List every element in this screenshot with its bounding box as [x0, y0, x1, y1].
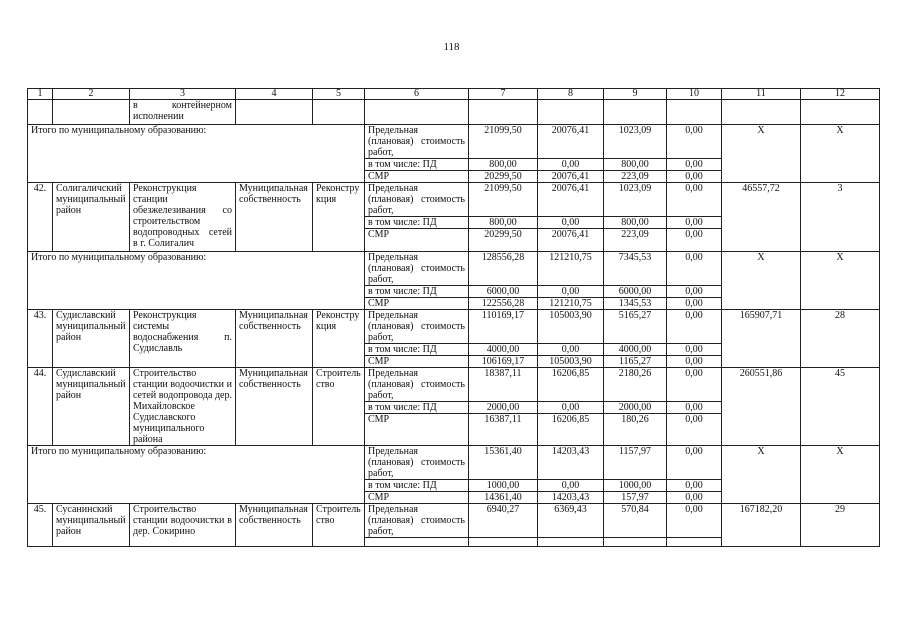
pd-value: 0,00 — [667, 285, 721, 297]
pd-value: 0,00 — [667, 158, 721, 170]
smr-label: СМР — [365, 170, 468, 182]
ownership-cell: Муниципальная собственность — [236, 504, 313, 547]
register-table — [27, 88, 880, 547]
col12-cell: Х — [801, 252, 880, 310]
header-cell: 7 — [469, 89, 538, 100]
header-cell: 2 — [53, 89, 130, 100]
pd-value: 2000,00 — [469, 401, 537, 413]
table-cell — [801, 100, 880, 125]
value-cell — [538, 183, 604, 252]
value-cell — [469, 504, 538, 547]
limit-value: 14203,43 — [551, 446, 590, 457]
header-cell: 1 — [28, 89, 53, 100]
object-name-cell: Реконструкция станции обезжелезивания со строительством водопроводных сетей в г. Солигалич — [130, 183, 236, 252]
ownership-cell: Муниципальная собственность — [236, 310, 313, 368]
pd-value: 6000,00 — [604, 285, 666, 297]
smr-value: 121210,75 — [538, 297, 603, 309]
col12-cell: 3 — [801, 183, 880, 252]
pd-value: 4000,00 — [469, 343, 537, 355]
object-name-cell: Строительство станции водоочистки и сетей водопровода дер. Михайловское Судиславского муниципального района — [130, 368, 236, 446]
total-row — [28, 252, 880, 310]
smr-value: 106169,17 — [469, 355, 537, 367]
row-number: 45. — [28, 504, 53, 547]
smr-value: 16387,11 — [469, 413, 537, 425]
limit-label: Предельная (плановая) стоимость работ, — [368, 125, 465, 158]
pd-label: в том числе: ПД — [365, 401, 468, 413]
smr-label: СМР — [365, 413, 468, 425]
value-cell — [538, 125, 604, 183]
limit-value: 15361,40 — [484, 446, 522, 457]
table-cell — [236, 100, 313, 125]
page-number: 118 — [443, 41, 460, 53]
col12-cell: 45 — [801, 368, 880, 446]
table-cell — [365, 100, 469, 125]
pd-value: 1000,00 — [604, 479, 666, 491]
smr-value: 223,09 — [604, 170, 666, 182]
smr-value: 20299,50 — [469, 170, 537, 182]
total-row — [28, 125, 880, 183]
pd-value: 0,00 — [667, 401, 721, 413]
value-cell — [538, 368, 604, 446]
limit-value: 16206,85 — [551, 368, 590, 379]
pd-value: 0,00 — [667, 479, 721, 491]
smr-value: 14203,43 — [538, 491, 603, 503]
smr-label: СМР — [365, 297, 468, 309]
total-label: Итого по муниципальному образованию: — [28, 446, 365, 504]
smr-value: 122556,28 — [469, 297, 537, 309]
value-cell — [604, 446, 667, 504]
table-cell — [469, 100, 538, 125]
limit-value: 20076,41 — [551, 125, 590, 136]
pd-value: 0,00 — [538, 216, 603, 228]
limit-value: 0,00 — [685, 446, 703, 457]
value-cell — [469, 125, 538, 183]
pd-value: 0,00 — [667, 343, 721, 355]
pd-value: 800,00 — [604, 158, 666, 170]
table-row — [28, 310, 880, 368]
pd-value: 2000,00 — [604, 401, 666, 413]
header-cell: 12 — [801, 89, 880, 100]
limit-value: 1157,97 — [618, 446, 652, 457]
cost-label-cell — [365, 368, 469, 446]
limit-value: 0,00 — [685, 504, 703, 515]
table-row — [28, 368, 880, 446]
smr-value: 105003,90 — [538, 355, 603, 367]
pd-value: 6000,00 — [469, 285, 537, 297]
value-cell — [538, 504, 604, 547]
limit-label: Предельная (плановая) стоимость работ, — [368, 504, 465, 537]
header-cell: 4 — [236, 89, 313, 100]
work-type-cell: Реконструкция — [313, 183, 365, 252]
value-cell — [667, 446, 722, 504]
row-number: 42. — [28, 183, 53, 252]
limit-label: Предельная (плановая) стоимость работ, — [368, 252, 465, 285]
limit-value: 121210,75 — [549, 252, 592, 263]
smr-value: 0,00 — [667, 491, 721, 503]
pd-value: 0,00 — [538, 343, 603, 355]
col12-cell: Х — [801, 125, 880, 183]
value-cell — [538, 446, 604, 504]
col11-cell: Х — [722, 125, 801, 183]
smr-value: 157,97 — [604, 491, 666, 503]
value-cell — [469, 446, 538, 504]
pd-label: в том числе: ПД — [365, 285, 468, 297]
value-cell — [469, 183, 538, 252]
cost-label-cell — [365, 310, 469, 368]
limit-value: 6369,43 — [554, 504, 587, 515]
pd-value: 0,00 — [667, 216, 721, 228]
district-cell: Солигаличский муниципальный район — [53, 183, 130, 252]
limit-value: 0,00 — [685, 252, 703, 263]
value-cell — [667, 183, 722, 252]
col11-cell: 167182,20 — [722, 504, 801, 547]
table-cell — [604, 100, 667, 125]
header-cell: 8 — [538, 89, 604, 100]
smr-value: 0,00 — [667, 170, 721, 182]
header-cell: 3 — [130, 89, 236, 100]
pd-value: 4000,00 — [604, 343, 666, 355]
value-cell — [667, 125, 722, 183]
pd-value: 0,00 — [538, 158, 603, 170]
limit-value: 0,00 — [685, 183, 703, 194]
value-cell — [604, 368, 667, 446]
limit-value: 21099,50 — [484, 183, 522, 194]
limit-value: 18387,11 — [484, 368, 522, 379]
table-cell — [53, 100, 130, 125]
value-cell — [604, 125, 667, 183]
pd-value: 800,00 — [469, 216, 537, 228]
smr-value: 180,26 — [604, 413, 666, 425]
limit-value: 0,00 — [685, 368, 703, 379]
smr-value: 0,00 — [667, 413, 721, 425]
value-cell — [538, 252, 604, 310]
value-cell — [469, 252, 538, 310]
cost-label-cell — [365, 125, 469, 183]
value-cell — [538, 310, 604, 368]
value-cell — [667, 310, 722, 368]
total-label: Итого по муниципальному образованию: — [28, 125, 365, 183]
district-cell: Судиславский муниципальный район — [53, 368, 130, 446]
value-cell — [604, 183, 667, 252]
table-cell — [538, 100, 604, 125]
value-cell — [604, 252, 667, 310]
limit-value: 7345,53 — [618, 252, 652, 263]
table-row — [28, 183, 880, 252]
limit-label: Предельная (плановая) стоимость работ, — [368, 310, 465, 343]
smr-value: 20076,41 — [538, 228, 603, 251]
pd-value: 800,00 — [469, 158, 537, 170]
header-cell: 9 — [604, 89, 667, 100]
limit-value: 2180,26 — [618, 368, 652, 379]
limit-label: Предельная (плановая) стоимость работ, — [368, 183, 465, 216]
limit-value: 1023,09 — [618, 183, 652, 194]
pd-value: 800,00 — [604, 216, 666, 228]
col11-cell: 46557,72 — [722, 183, 801, 252]
cost-label-cell — [365, 504, 469, 547]
ownership-cell: Муниципальная собственность — [236, 368, 313, 446]
smr-value: 16206,85 — [538, 413, 603, 425]
smr-value: 0,00 — [667, 228, 721, 251]
col12-cell: 29 — [801, 504, 880, 547]
value-cell — [667, 368, 722, 446]
table-cell — [313, 100, 365, 125]
smr-value: 14361,40 — [469, 491, 537, 503]
limit-value: 0,00 — [685, 125, 703, 136]
limit-value: 110169,17 — [481, 310, 525, 321]
pd-label: в том числе: ПД — [365, 216, 468, 228]
value-cell — [469, 310, 538, 368]
col11-cell: 165907,71 — [722, 310, 801, 368]
col12-cell: Х — [801, 446, 880, 504]
continuation-row — [28, 100, 880, 125]
ownership-cell: Муниципальная собственность — [236, 183, 313, 252]
col11-cell: 260551,86 — [722, 368, 801, 446]
smr-value: 0,00 — [667, 297, 721, 309]
work-type-cell: Строительство — [313, 368, 365, 446]
limit-value: 1023,09 — [618, 125, 652, 136]
value-cell — [469, 368, 538, 446]
smr-value: 0,00 — [667, 355, 721, 367]
pd-value: 0,00 — [538, 401, 603, 413]
smr-value: 20299,50 — [469, 228, 537, 251]
limit-value: 20076,41 — [551, 183, 590, 194]
col12-cell: 28 — [801, 310, 880, 368]
smr-value: 223,09 — [604, 228, 666, 251]
pd-value: 0,00 — [538, 479, 603, 491]
limit-value: 570,84 — [621, 504, 649, 515]
limit-value: 128556,28 — [481, 252, 525, 263]
work-type-cell: Реконструкция — [313, 310, 365, 368]
col11-cell: Х — [722, 252, 801, 310]
header-cell: 5 — [313, 89, 365, 100]
district-cell: Судиславский муниципальный район — [53, 310, 130, 368]
header-cell: 6 — [365, 89, 469, 100]
smr-label: СМР — [365, 491, 468, 503]
header-cell: 10 — [667, 89, 722, 100]
table-row — [28, 504, 880, 547]
value-cell — [667, 504, 722, 547]
object-name-cell: Реконструкция системы водоснабжения п. Судиславль — [130, 310, 236, 368]
total-label: Итого по муниципальному образованию: — [28, 252, 365, 310]
limit-value: 6940,27 — [486, 504, 520, 515]
table-cell — [28, 100, 53, 125]
limit-value: 5165,27 — [618, 310, 652, 321]
table-cell — [667, 100, 722, 125]
value-cell — [604, 504, 667, 547]
pd-label: в том числе: ПД — [365, 158, 468, 170]
header-row — [28, 89, 880, 100]
row-number: 43. — [28, 310, 53, 368]
cost-label-cell — [365, 252, 469, 310]
district-cell: Сусанинский муниципальный район — [53, 504, 130, 547]
table-cell — [722, 100, 801, 125]
limit-value: 0,00 — [685, 310, 703, 321]
limit-value: 21099,50 — [484, 125, 522, 136]
header-cell: 11 — [722, 89, 801, 100]
limit-label: Предельная (плановая) стоимость работ, — [368, 446, 465, 479]
smr-label: СМР — [365, 355, 468, 367]
smr-value: 20076,41 — [538, 170, 603, 182]
cost-label-cell — [365, 446, 469, 504]
smr-value: 1165,27 — [604, 355, 666, 367]
value-cell — [667, 252, 722, 310]
pd-value: 0,00 — [538, 285, 603, 297]
work-type-cell: Строительство — [313, 504, 365, 547]
object-name-cell: в контейнерном исполнении — [130, 100, 236, 125]
smr-value: 1345,53 — [604, 297, 666, 309]
col11-cell: Х — [722, 446, 801, 504]
row-number: 44. — [28, 368, 53, 446]
pd-label: в том числе: ПД — [365, 343, 468, 355]
pd-value: 1000,00 — [469, 479, 537, 491]
limit-label: Предельная (плановая) стоимость работ, — [368, 368, 465, 401]
smr-label: СМР — [365, 228, 468, 251]
cost-label-cell — [365, 183, 469, 252]
total-row — [28, 446, 880, 504]
object-name-cell: Строительство станции водоочистки в дер. Сокирино — [130, 504, 236, 547]
value-cell — [604, 310, 667, 368]
limit-value: 105003,90 — [549, 310, 592, 321]
pd-label: в том числе: ПД — [365, 479, 468, 491]
